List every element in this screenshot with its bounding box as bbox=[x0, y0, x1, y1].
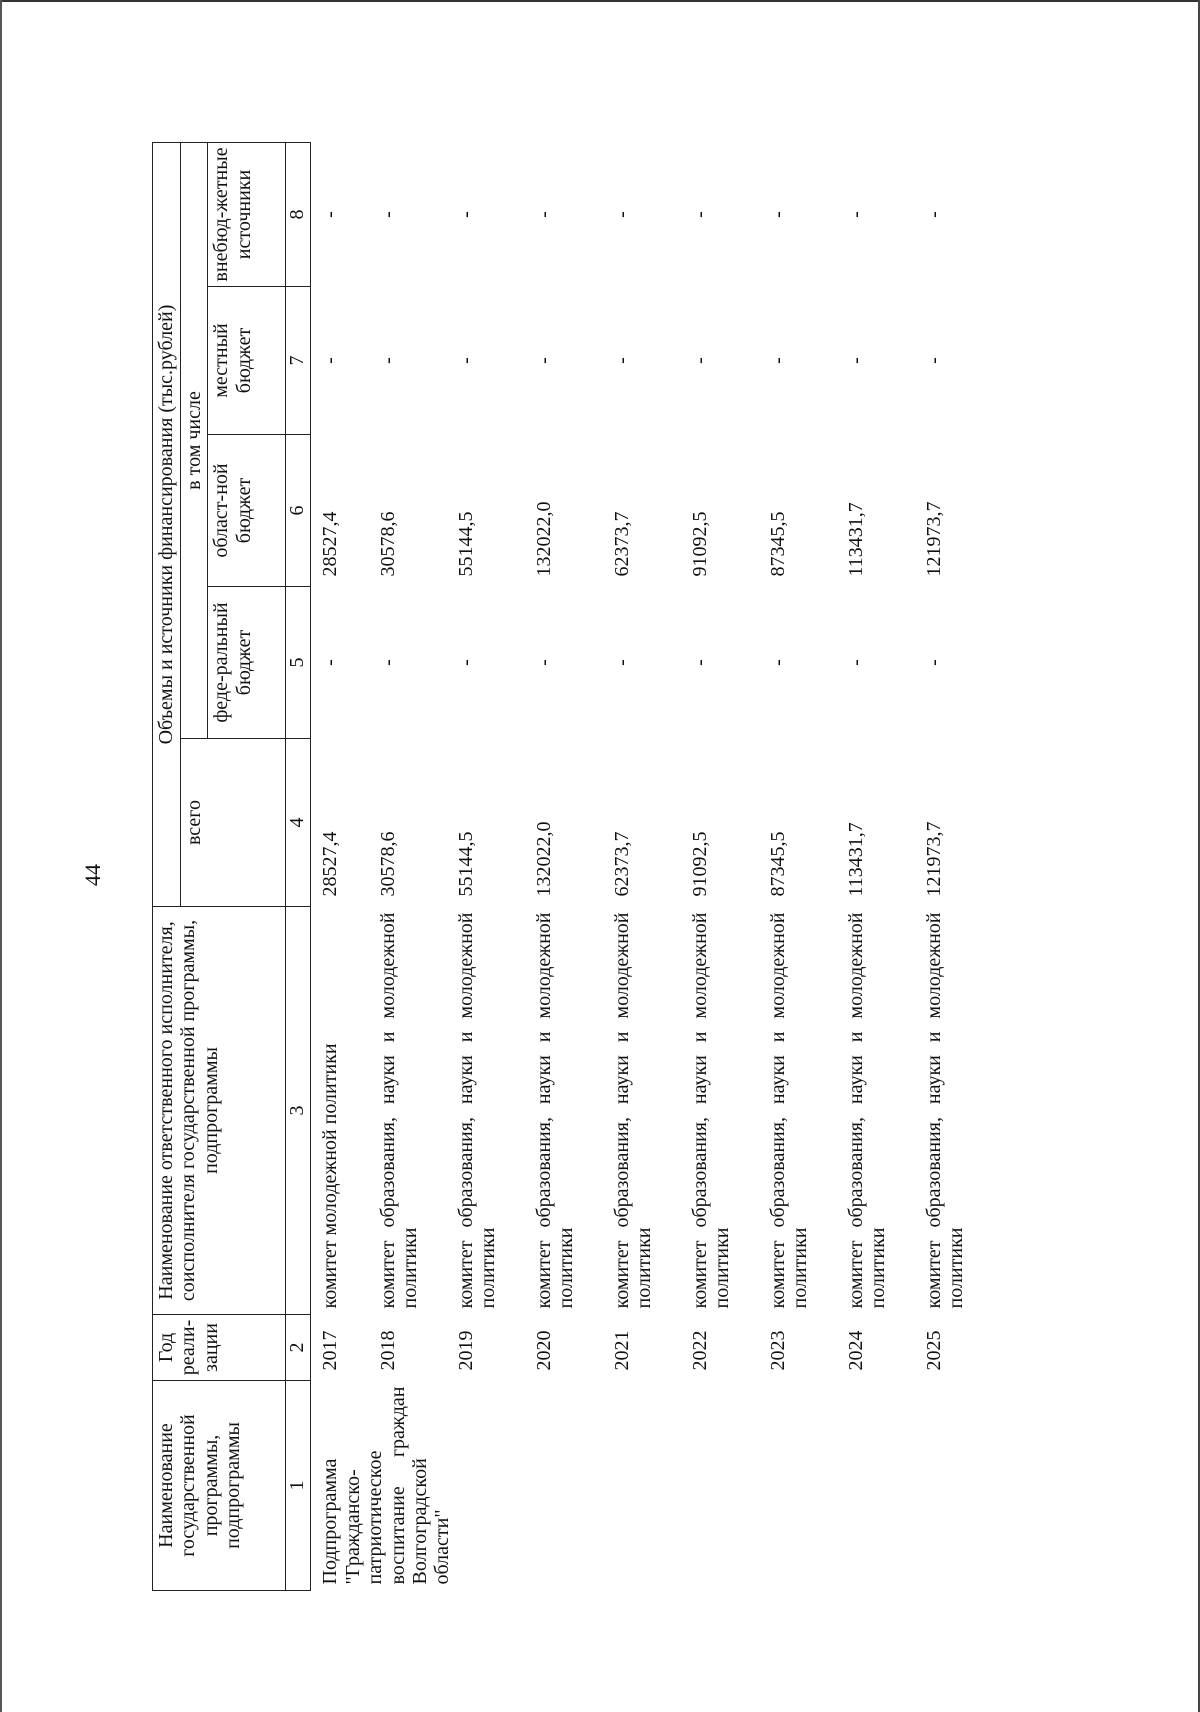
executor-cell: комитет образования, науки и молодежной политики bbox=[844, 912, 890, 1309]
column-number: 1 bbox=[286, 1381, 311, 1591]
table-row bbox=[837, 142, 915, 1590]
local-cell: - bbox=[376, 357, 399, 364]
column-number: 6 bbox=[286, 435, 311, 587]
column-number: 3 bbox=[286, 907, 311, 1315]
program-name: Подпрограмма "Гражданско-патриотическое воспитание граждан Волгоградской области" bbox=[319, 1386, 454, 1585]
year-cell: 2018 bbox=[376, 1330, 399, 1371]
regional-cell: 55144,5 bbox=[454, 511, 477, 577]
page-edge-top bbox=[0, 0, 1200, 2]
executor-cell: комитет молодежной политики bbox=[319, 1043, 342, 1309]
local-cell: - bbox=[766, 357, 789, 364]
offbudget-cell: - bbox=[532, 211, 555, 218]
offbudget-cell: - bbox=[766, 211, 789, 218]
offbudget-cell: - bbox=[688, 211, 711, 218]
executor-cell: комитет образования, науки и молодежной политики bbox=[766, 912, 812, 1309]
offbudget-cell: - bbox=[376, 211, 399, 218]
local-cell: - bbox=[532, 357, 555, 364]
federal-cell: - bbox=[610, 659, 633, 666]
regional-cell: 87345,5 bbox=[766, 511, 789, 577]
offbudget-cell: - bbox=[610, 211, 633, 218]
total-cell: 30578,6 bbox=[376, 831, 399, 897]
offbudget-cell: - bbox=[922, 211, 945, 218]
federal-cell: - bbox=[454, 659, 477, 666]
federal-cell: - bbox=[319, 659, 342, 666]
regional-cell: 132022,0 bbox=[532, 501, 555, 577]
total-cell: 113431,7 bbox=[844, 822, 867, 897]
executor-cell: комитет образования, науки и молодежной политики bbox=[610, 912, 656, 1309]
local-cell: - bbox=[610, 357, 633, 364]
table-row bbox=[369, 142, 447, 1590]
executor-cell: комитет образования, науки и молодежной политики bbox=[922, 912, 968, 1309]
column-number: 2 bbox=[286, 1315, 311, 1381]
executor-cell: комитет образования, науки и молодежной политики bbox=[688, 912, 734, 1309]
header-funding: Объемы и источники финансирования (тыс.рублей) bbox=[153, 142, 181, 906]
regional-cell: 30578,6 bbox=[376, 511, 399, 577]
rotated-document-page bbox=[60, 135, 1180, 1615]
local-cell: - bbox=[319, 357, 342, 364]
offbudget-cell: - bbox=[319, 211, 342, 218]
federal-cell: - bbox=[376, 659, 399, 666]
column-number: 4 bbox=[286, 739, 311, 907]
year-cell: 2023 bbox=[766, 1330, 789, 1371]
year-cell: 2019 bbox=[454, 1330, 477, 1371]
regional-cell: 113431,7 bbox=[844, 502, 867, 577]
total-cell: 121973,7 bbox=[922, 821, 945, 897]
local-cell: - bbox=[688, 357, 711, 364]
total-cell: 87345,5 bbox=[766, 831, 789, 897]
table-row bbox=[915, 142, 993, 1590]
offbudget-cell: - bbox=[454, 211, 477, 218]
year-cell: 2017 bbox=[319, 1330, 342, 1371]
total-cell: 55144,5 bbox=[454, 831, 477, 897]
table-row bbox=[759, 142, 837, 1590]
table-row bbox=[311, 142, 369, 1590]
total-cell: 132022,0 bbox=[532, 821, 555, 897]
federal-cell: - bbox=[844, 659, 867, 666]
regional-cell: 91092,5 bbox=[688, 511, 711, 577]
page-edge-left bbox=[0, 0, 2, 1712]
offbudget-cell: - bbox=[844, 211, 867, 218]
header-federal: феде-ральный бюджет bbox=[208, 587, 286, 739]
year-cell: 2024 bbox=[844, 1330, 867, 1371]
local-cell: - bbox=[844, 357, 867, 364]
column-number: 7 bbox=[286, 287, 311, 435]
total-cell: 91092,5 bbox=[688, 831, 711, 897]
federal-cell: - bbox=[922, 659, 945, 666]
executor-cell: комитет образования, науки и молодежной политики bbox=[454, 912, 500, 1309]
header-incl: в том числе bbox=[181, 142, 208, 738]
regional-cell: 28527,4 bbox=[319, 511, 342, 577]
local-cell: - bbox=[454, 357, 477, 364]
regional-cell: 62373,7 bbox=[610, 511, 633, 577]
local-cell: - bbox=[922, 357, 945, 364]
executor-cell: комитет образования, науки и молодежной политики bbox=[532, 912, 578, 1309]
header-offbudget: внебюд-жетные источники bbox=[208, 142, 286, 286]
table-body bbox=[311, 142, 993, 1590]
table-row bbox=[603, 142, 681, 1590]
page-number: 44 bbox=[80, 864, 105, 886]
federal-cell: - bbox=[766, 659, 789, 666]
total-cell: 28527,4 bbox=[319, 831, 342, 897]
header-regional: област-ной бюджет bbox=[208, 435, 286, 587]
table-row bbox=[525, 142, 603, 1590]
column-number: 8 bbox=[286, 142, 311, 286]
executor-cell: комитет образования, науки и молодежной политики bbox=[376, 912, 422, 1309]
year-cell: 2025 bbox=[922, 1330, 945, 1371]
column-number: 5 bbox=[286, 587, 311, 739]
funding-table bbox=[152, 142, 993, 1591]
header-year: Год реали-зации bbox=[153, 1315, 286, 1381]
regional-cell: 121973,7 bbox=[922, 501, 945, 577]
header-executor: Наименование ответственного исполнителя, соисполнителя государственной программы, подпрограммы bbox=[153, 907, 286, 1315]
total-cell: 62373,7 bbox=[610, 831, 633, 897]
table-row bbox=[447, 142, 525, 1590]
header-program: Наименование государственной программы, подпрограммы bbox=[153, 1381, 286, 1591]
table-row bbox=[681, 142, 759, 1590]
federal-cell: - bbox=[688, 659, 711, 666]
year-cell: 2021 bbox=[610, 1330, 633, 1371]
header-total: всего bbox=[181, 739, 286, 907]
year-cell: 2020 bbox=[532, 1330, 555, 1371]
year-cell: 2022 bbox=[688, 1330, 711, 1371]
header-local: местный бюджет bbox=[208, 287, 286, 435]
federal-cell: - bbox=[532, 659, 555, 666]
